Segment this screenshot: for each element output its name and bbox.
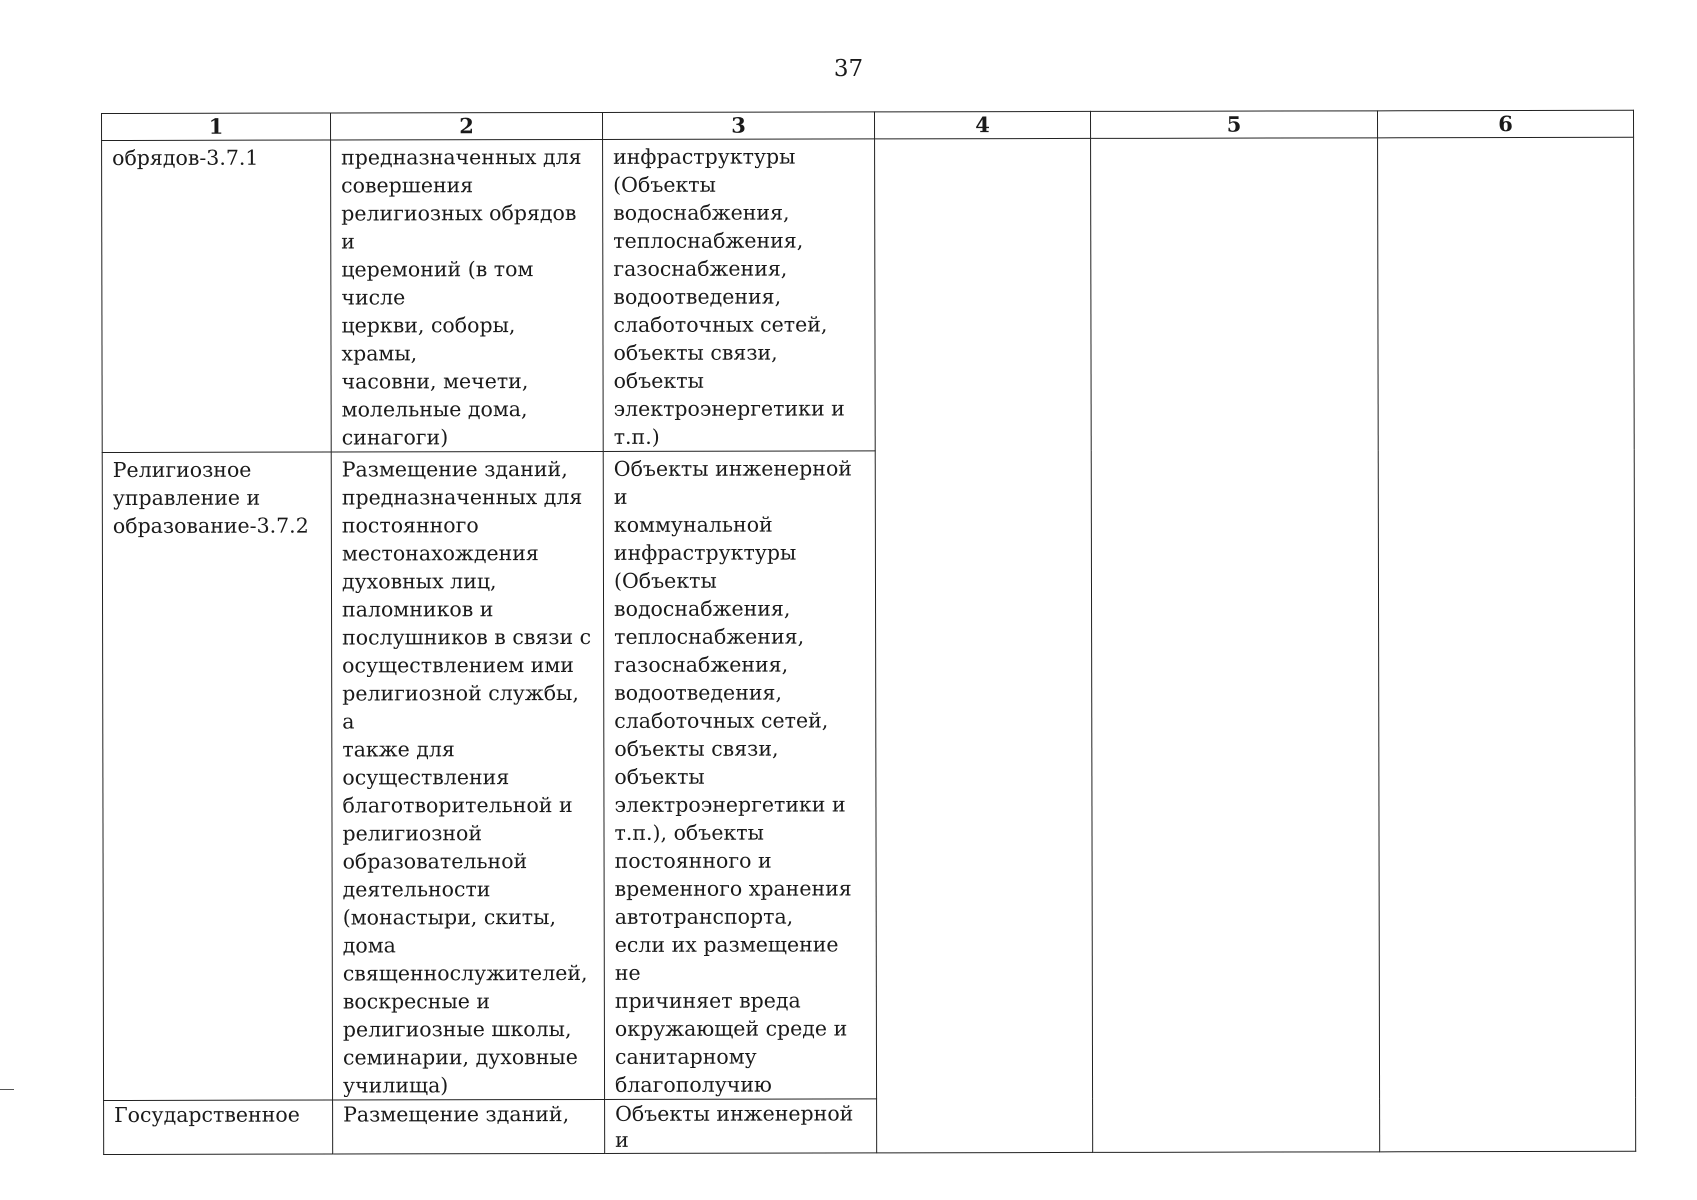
land-use-table <box>101 110 1636 1155</box>
cell-text: Размещение зданий, предназначенных для постоянного местонахождения духовных лиц, паломников и послушников в связи с осуществлением ими религиозной службы, а также для осуществления благотворительной и религиозной образовательной деятельности (монастыри, скиты, дома священнослужителей, воскресные и религиозные школы, семинарии, духовные училища) <box>341 457 592 1098</box>
column-header-1: 1 <box>102 113 331 140</box>
table-cell-auxiliary <box>603 451 876 1100</box>
cell-text: Государственное <box>114 1102 300 1127</box>
cell-text: Религиозное управление и образование-3.7.2 <box>112 457 309 538</box>
table-cell-column-4 <box>875 138 1093 1152</box>
table-cell-use-type <box>102 452 332 1100</box>
column-header-4: 4 <box>874 111 1090 138</box>
header-row <box>102 110 1634 140</box>
cell-text: Размещение зданий, <box>343 1102 570 1127</box>
column-header-6: 6 <box>1377 110 1633 138</box>
column-header-2: 2 <box>331 112 603 140</box>
table-cell-auxiliary <box>605 1099 877 1154</box>
column-header-5: 5 <box>1090 111 1377 139</box>
table-cell-description <box>331 451 604 1100</box>
table-cell-auxiliary <box>603 139 876 452</box>
table-row <box>102 137 1635 452</box>
column-header-3: 3 <box>602 112 874 140</box>
table-cell-column-6 <box>1378 137 1636 1152</box>
table-cell-column-5 <box>1091 138 1380 1153</box>
cell-text: инфраструктуры (Объекты водоснабжения, теплоснабжения, газоснабжения, водоотведения, слаботочных сетей, объекты связи, объекты электроэнергетики и т.п.) <box>613 144 845 449</box>
page-number: 37 <box>833 56 864 82</box>
table-cell-description <box>331 139 604 452</box>
cell-text: предназначенных для совершения религиозных обрядов и церемоний (в том числе церкви, соборы, храмы, часовни, мечети, молельные дома, синагоги) <box>341 144 582 450</box>
table-cell-use-type <box>104 1100 333 1154</box>
scan-margin-mark <box>0 1089 14 1090</box>
cell-text: Объекты инженерной и коммунальной инфраструктуры (Объекты водоснабжения, теплоснабжения, газоснабжения, водоотведения, слаботочных сетей, объекты связи, объекты электроэнергетики и т.п.), объекты постоянного и временного хранения автотранспорта, если их размещение не причиняет вреда окружающей среде и санитарному благополучию <box>613 456 852 1097</box>
table-cell-use-type <box>102 140 332 452</box>
cell-text: обрядов-3.7.1 <box>112 145 259 170</box>
table-cell-description <box>333 1099 605 1154</box>
cell-text: Объекты инженерной и <box>615 1101 854 1152</box>
